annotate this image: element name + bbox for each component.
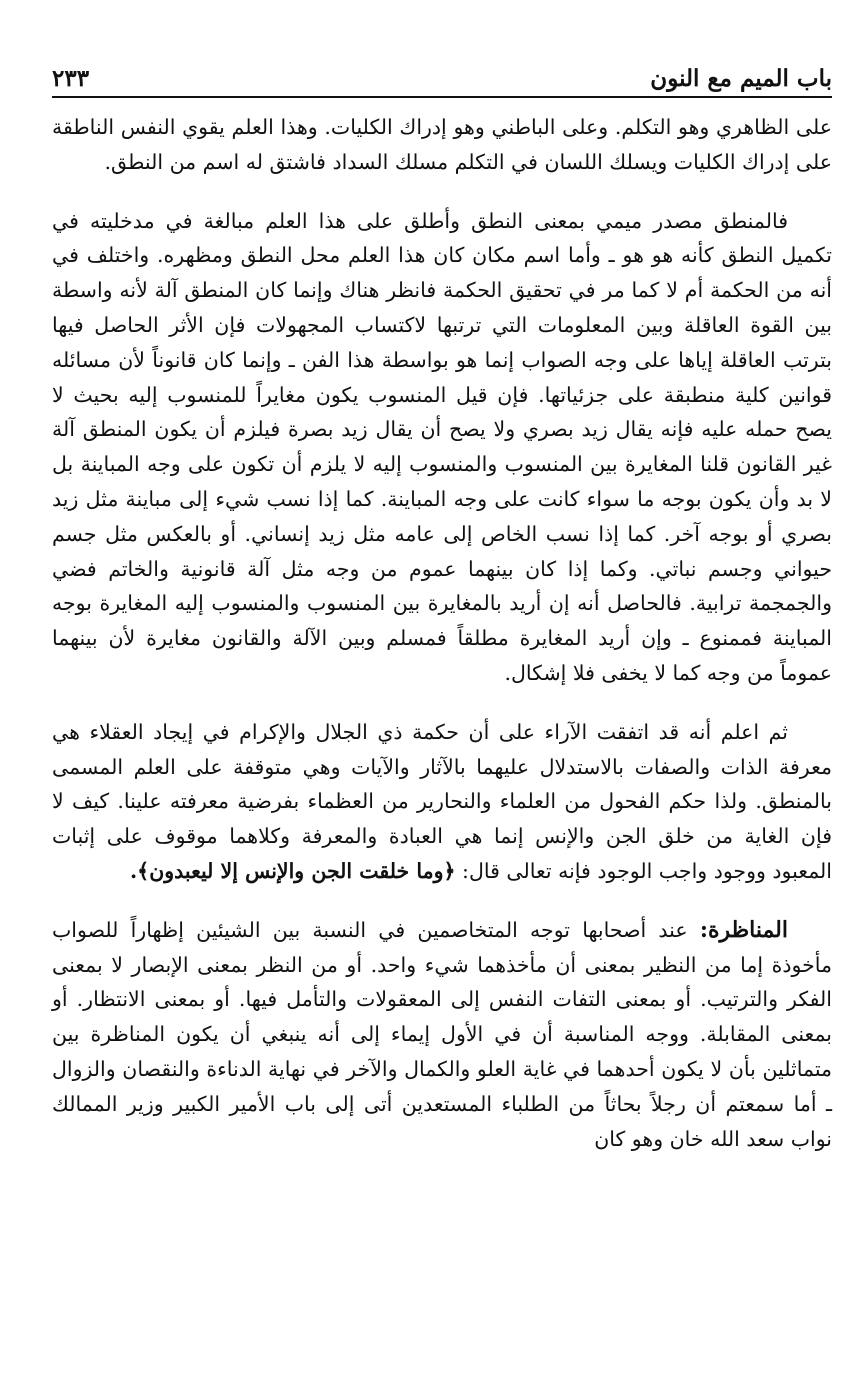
paragraph-1-text: على الظاهري وهو التكلم. وعلى الباطني وهو إدراك الكليات. وهذا العلم يقوي النفس الناطقة على إدراك الكليات ويسلك اللسان في التكلم مسلك السداد فاشتق له اسم من النطق. (52, 115, 832, 174)
running-header (52, 58, 832, 98)
paragraph-3 (52, 715, 832, 889)
page-number: ٢٣٣ (52, 65, 90, 92)
paragraph-2 (52, 204, 832, 691)
quran-verse: ﴿وما خلقت الجن والإنس إلا ليعبدون﴾. (130, 858, 456, 883)
paragraph-4 (52, 913, 832, 1157)
paragraph-3-text: ثم اعلم أنه قد اتفقت الآراء على أن حكمة ذي الجلال والإكرام في إيجاد العقلاء هي معرفة الذات والصفات بالاستدلال عليهما بالآثار والآيات وهي متوقفة على العلم المسمى بالمنطق. ولذا حكم الفحول من العلماء والنحارير من العظماء بفرضية معرفته علينا. كيف لا فإن الغاية من خلق الجن والإنس إنما هي العبادة والمعرفة وكلاهما موقوف على إثبات المعبود ووجود واجب الوجود فإنه تعالى قال: (52, 719, 832, 883)
page (52, 58, 832, 1156)
body-text (52, 110, 832, 1156)
entry-term: المناظرة: (699, 916, 788, 943)
chapter-title: باب الميم مع النون (650, 65, 832, 92)
paragraph-2-text: فالمنطق مصدر ميمي بمعنى النطق وأطلق على هذا العلم مبالغة في مدخليته في تكميل النطق كأنه هو هو ـ وأما اسم مكان كان هذا العلم محل النطق ومظهره. واختلف في أنه من الحكمة أم لا كما مر في تحقيق الحكمة فانظر هناك وإنما كان المنطق آلة لأنه واسطة بين القوة العاقلة وبين المعلومات التي ترتبها لاكتساب المجهولات فإن الأثر الحاصل فيها بترتب العاقلة إياها على وجه الصواب إنما هو بواسطة هذا الفن ـ وإنما كان قانوناً لأن مسائله قوانين كلية منطبقة على جزئياتها. فإن قيل المنسوب يكون مغايراً للمنسوب إليه بحيث لا يصح حمله عليه فإنه يقال زيد بصري ولا يصح أن يقال زيد بصرة فيلزم أن يكون المنطق آلة غير القانون قلنا المغايرة بين المنسوب والمنسوب إليه لا يلزم أن تكون على وجه المباينة بل لا بد وأن يكون بوجه ما سواء كانت على وجه المباينة. كما إذا نسب شيء إلى مباينة مثل زيد بصري أو بوجه آخر. كما إذا نسب الخاص إلى عامه مثل زيد إنساني. أو بالعكس مثل جسم حيواني وجسم نباتي. وكما إذا كان بينهما عموم من وجه مثل آلة قانونية والخاتم فضي والجمجمة ترابية. فالحاصل أنه إن أريد بالمغايرة بين المنسوب والمنسوب إليه المغايرة بوجه المباينة فممنوع ـ وإن أريد المغايرة مطلقاً فمسلم وبين الآلة والقانون مغايرة لأن بينهما عموماً من وجه كما لا يخفى فلا إشكال. (52, 208, 832, 685)
paragraph-4-text: عند أصحابها توجه المتخاصمين في النسبة بين الشيئين إظهاراً للصواب مأخوذة إما من النظير بمعنى أن مأخذهما شيء واحد. أو من النظر بمعنى الإبصار لا بمعنى الفكر والترتيب. أو بمعنى التفات النفس إلى المعقولات والتأمل فيها. أو بمعنى الانتظار. أو بمعنى المقابلة. ووجه المناسبة أن في الأول إيماء إلى أنه ينبغي أن يكون المناظرة بين متماثلين بأن لا يكون أحدهما في غاية العلو والكمال والآخر في نهاية الدناءة والنقصان والزوال ـ أما سمعتم أن رجلاً بحاثاً من الطلباء المستعدين أتى إلى باب الأمير الكبير وزير الممالك نواب سعد الله خان وهو كان (52, 917, 832, 1151)
paragraph-1 (52, 110, 832, 180)
